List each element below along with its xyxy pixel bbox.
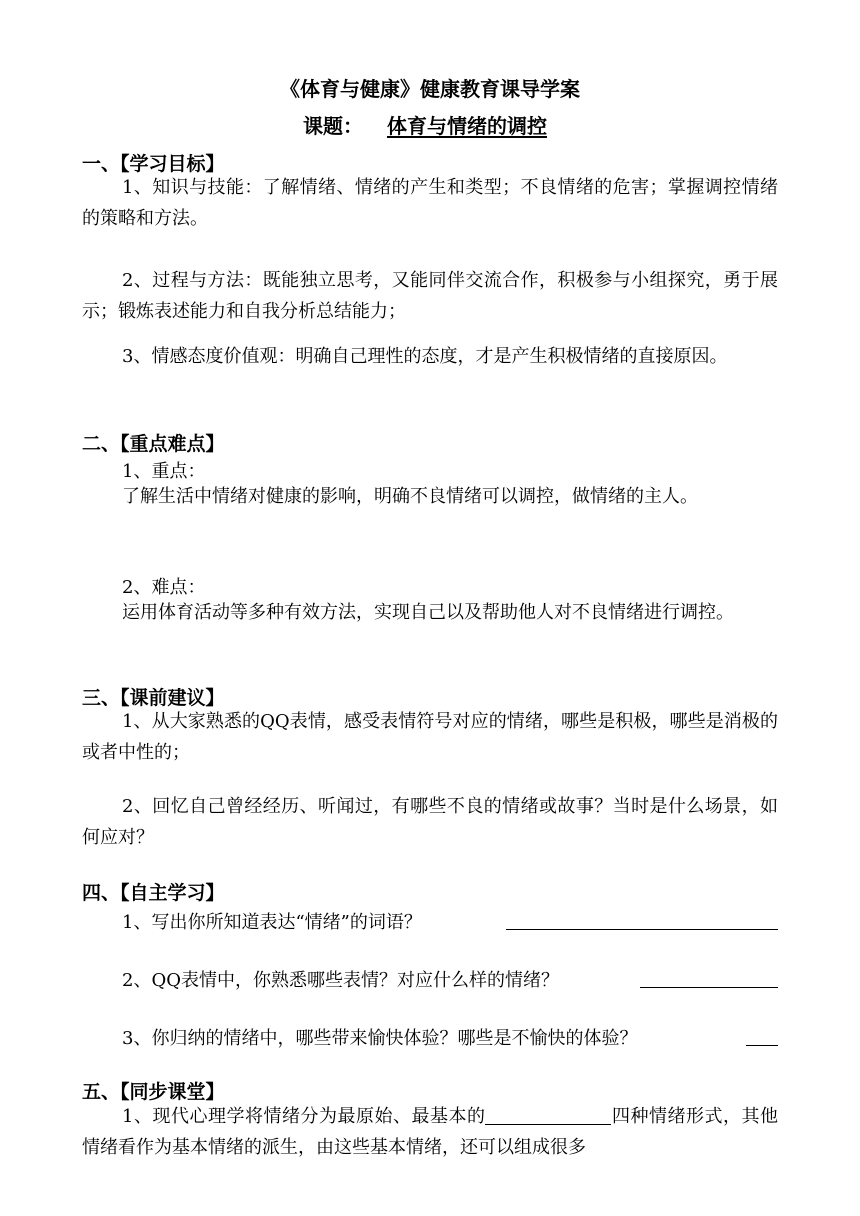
self-study-question-3: 3、你归纳的情绪中，哪些带来愉快体验？哪些是不愉快的体验？ <box>122 1028 638 1049</box>
document-title: 《体育与健康》健康教育课导学案 <box>280 77 580 101</box>
difficulty-text: 运用体育活动等多种有效方法，实现自己以及帮助他人对不良情绪进行调控。 <box>122 602 734 623</box>
key-point-label: 1、重点： <box>122 461 206 482</box>
difficulty-label: 2、难点： <box>122 577 206 598</box>
question-1-before: 1、现代心理学将情绪分为最原始、最基本的 <box>122 1106 486 1127</box>
objective-process: 2、过程与方法：既能独立思考，又能同伴交流合作，积极参与小组探究，勇于展示；锻炼表述能力和自我分析总结能力； <box>82 270 778 322</box>
section-heading-self-study: 四、【自主学习】 <box>82 882 225 904</box>
key-point-text: 了解生活中情绪对健康的影响，明确不良情绪可以调控，做情绪的主人。 <box>122 486 698 507</box>
objective-knowledge: 1、知识与技能：了解情绪、情绪的产生和类型；不良情绪的危害；掌握调控情绪的策略和方法。 <box>82 177 778 229</box>
answer-blank-1[interactable] <box>506 929 778 930</box>
section-heading-objectives: 一、【学习目标】 <box>82 153 225 175</box>
question-1-after: 四种情绪形式，其他情绪看作为基本情绪的派生，由这些基本情绪，还可以组成很多 <box>82 1106 778 1158</box>
pre-class-suggestion-1: 1、从大家熟悉的QQ表情，感受表情符号对应的情绪，哪些是积极，哪些是消极的或者中性的； <box>82 711 778 763</box>
pre-class-suggestion-2: 2、回忆自己曾经经历、听闻过，有哪些不良的情绪或故事？当时是什么场景，如何应对？ <box>82 796 778 848</box>
answer-blank-3[interactable] <box>746 1045 778 1046</box>
self-study-question-1: 1、写出你所知道表达“情绪”的词语？ <box>122 912 422 933</box>
sync-class-question-1 <box>82 1101 778 1163</box>
section-heading-pre-class: 三、【课前建议】 <box>82 687 225 709</box>
section-heading-sync-class: 五、【同步课堂】 <box>82 1081 225 1103</box>
lesson-topic <box>0 110 860 139</box>
section-heading-key-points: 二、【重点难点】 <box>82 433 225 455</box>
answer-blank-2[interactable] <box>640 987 778 988</box>
topic-text: 体育与情绪的调控 <box>387 114 547 138</box>
objective-attitude: 3、情感态度价值观：明确自己理性的态度，才是产生积极情绪的直接原因。 <box>122 346 728 367</box>
answer-blank-4[interactable] <box>485 1106 611 1125</box>
topic-label: 课题： <box>303 114 363 138</box>
self-study-question-2: 2、QQ表情中，你熟悉哪些表情？对应什么样的情绪？ <box>122 970 559 991</box>
